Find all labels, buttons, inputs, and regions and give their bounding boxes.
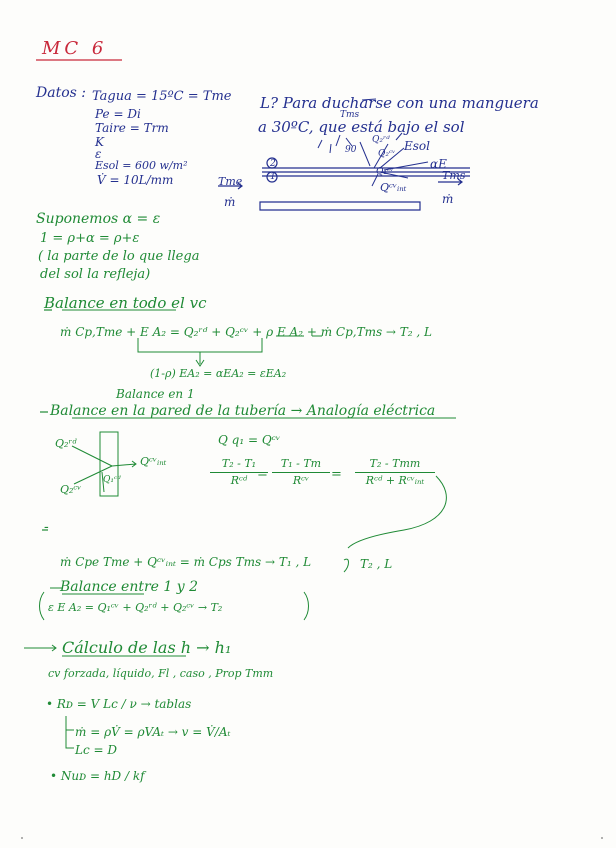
equation-line: (1-ρ) EA₂ = αEA₂ = εEA₂: [150, 367, 287, 380]
diagram-label: Qᶜᵛᵢₙₜ: [380, 181, 407, 194]
fraction-numerator: T₂ - T₁: [221, 457, 257, 470]
diagram-label: Tme: [218, 175, 243, 188]
assumption-line: 1 = ρ+α = ρ+ε: [40, 231, 140, 246]
fraction-numerator: T₁ - Tm: [280, 457, 322, 470]
datos-line: Taire = Trm: [95, 121, 169, 135]
text-line: Lc = D: [75, 743, 117, 757]
diagram-label: ṁ: [224, 195, 236, 209]
page-title: MC 6: [42, 38, 108, 59]
section-heading: Cálculo de las h → h₁: [62, 638, 232, 657]
diagram-label: Q₂ʳᵈ: [372, 135, 390, 145]
question-line: a 30ºC, que está bajo el sol: [258, 118, 465, 136]
pared-label: Q₂ʳᵈ: [55, 437, 77, 450]
pared-label: Q₂ᶜᵛ: [60, 483, 82, 496]
diagram-label: Esol: [404, 139, 430, 153]
equation-line: Q q₁ = Qᶜᵛ: [218, 433, 281, 447]
assumption-line: Suponemos α = ε: [36, 211, 161, 227]
diagram-label: ṁ: [442, 192, 454, 206]
datos-line: Esol = 600 w/m²: [95, 159, 188, 172]
equation-line: ε E A₂ = Q₁ᶜᵛ + Q₂ʳᵈ + Q₂ᶜᵛ → T₂: [48, 601, 223, 614]
bullet: -: [44, 519, 49, 535]
section-heading: Balance entre 1 y 2: [60, 579, 199, 595]
diagram-label: Tms: [442, 169, 466, 182]
diagram-label: Tms: [340, 110, 360, 120]
question-line: L? Para ducharse con una manguera: [260, 94, 539, 112]
node-label: 2: [270, 159, 276, 169]
assumption-line: ( la parte de lo que llega: [38, 249, 200, 264]
section-heading-over: Balance en 1: [116, 387, 195, 401]
text-line: cv forzada, líquido, Fl , caso , Prop Tmm: [48, 667, 274, 680]
equation-line: ṁ Cpe Tme + Qᶜᵛᵢₙₜ = ṁ Cps Tms → T₁ , L: [60, 555, 312, 569]
fraction-denominator: Rᶜᵈ: [230, 474, 248, 488]
diagram-label: αE: [430, 157, 447, 171]
assumption-line: del sol la refleja): [40, 267, 151, 282]
text-line: • Rᴅ = V Lc / ν → tablas: [46, 697, 192, 711]
equals-sign: =: [331, 467, 342, 482]
fraction-numerator: T₂ - Tmm: [369, 457, 421, 470]
pared-label: Qᶜᵛᵢₙₜ: [140, 455, 167, 468]
equals-sign: =: [257, 467, 268, 482]
fraction-denominator: Rᶜᵛ: [292, 474, 310, 488]
section-heading: Balance en todo el vc: [44, 294, 207, 312]
fraction-denominator: Rᶜᵈ + Rᶜᵛᵢₙₜ: [365, 474, 425, 488]
datos-line: K: [95, 135, 104, 149]
datos-line: ε: [95, 147, 102, 161]
section-heading: Balance en la pared de la tubería → Analogía eléctrica: [50, 403, 436, 419]
equation-line: T₂ , L: [360, 557, 393, 571]
diagram-label: Q₂ᶜᵛ: [378, 149, 396, 159]
datos-line: V̇ = 10L/mm: [97, 173, 174, 187]
text-line: • Nuᴅ = hD / kf: [50, 769, 145, 783]
datos-line: Pe = Di: [95, 107, 141, 121]
pared-label: Q₁ᶜᵈ: [103, 475, 121, 485]
equation-line: ṁ Cp,Tme + E A₂ = Q₂ʳᵈ + Q₂ᶜᵛ + ρ E A₂ + ṁ Cp,Tms → T₂ , L: [60, 325, 433, 339]
datos-line: Tagua = 15ºC = Tme: [92, 89, 232, 104]
diagram-label: 90: [345, 145, 357, 155]
text-line: ṁ = ρV̇ = ρVAₜ → v = V̇/Aₜ: [75, 725, 231, 739]
datos-label: Datos :: [36, 85, 86, 101]
diagram-label: Q₁ᶜᵛ: [376, 167, 394, 177]
node-label: 1: [270, 172, 276, 182]
